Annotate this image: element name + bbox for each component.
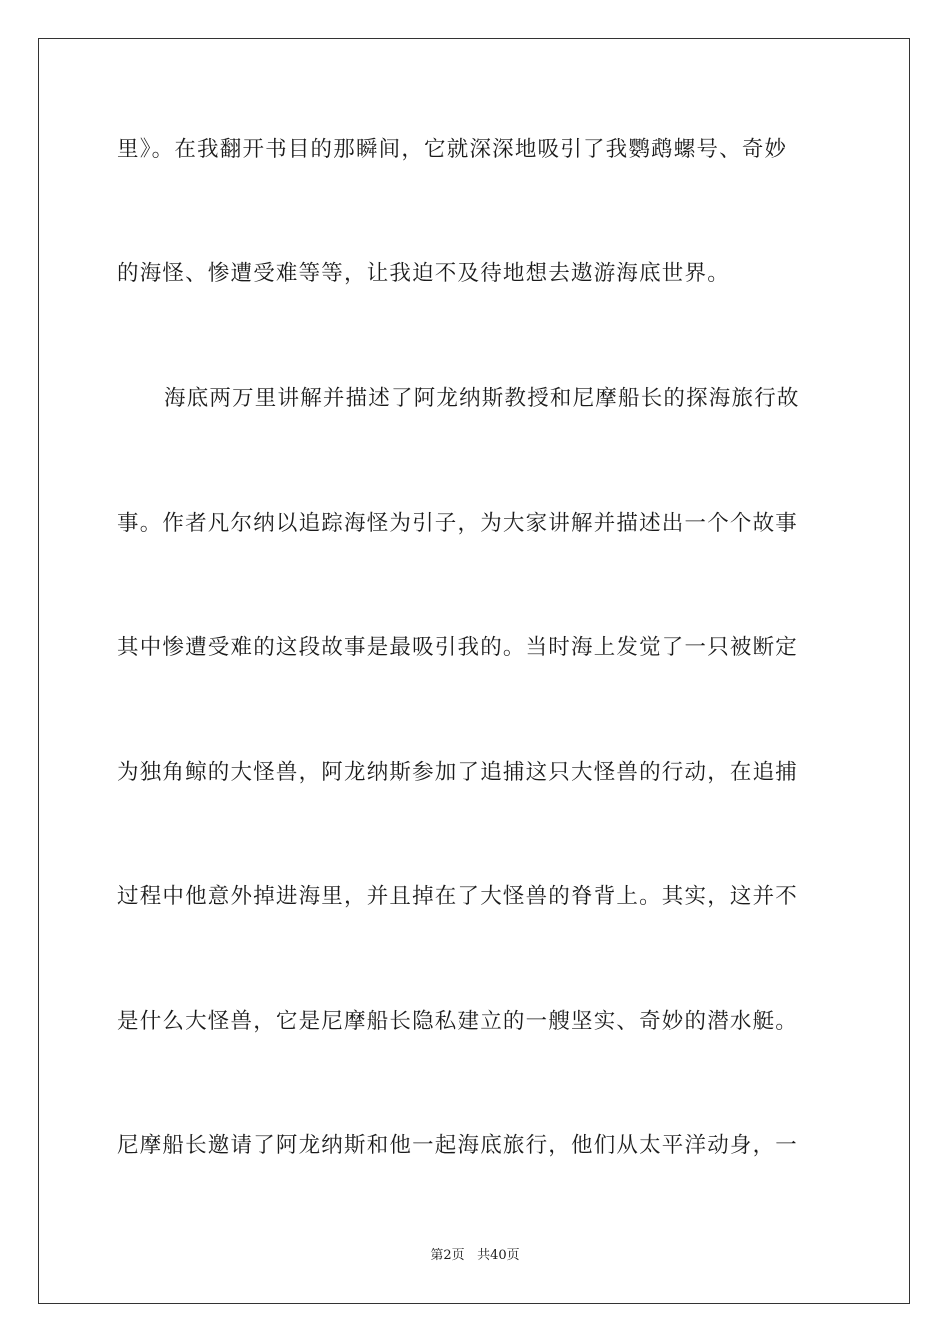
- text-line-4: 事。作者凡尔纳以追踪海怪为引子，为大家讲解并描述出一个个故事: [117, 511, 799, 536]
- text-line-6: 为独角鲸的大怪兽，阿龙纳斯参加了追捕这只大怪兽的行动，在追捕: [117, 760, 799, 785]
- text-line-5: 其中惨遭受难的这段故事是最吸引我的。当时海上发觉了一只被断定: [117, 635, 799, 660]
- text-line-3-paragraph-start: 海底两万里讲解并描述了阿龙纳斯教授和尼摩船长的探海旅行故: [164, 386, 800, 411]
- page-border: [38, 38, 910, 1304]
- text-line-9: 尼摩船长邀请了阿龙纳斯和他一起海底旅行，他们从太平洋动身，一: [117, 1133, 799, 1158]
- text-line-2: 的海怪、惨遭受难等等，让我迫不及待地想去遨游海底世界。: [117, 261, 730, 286]
- text-line-8: 是什么大怪兽，它是尼摩船长隐私建立的一艘坚实、奇妙的潜水艇。: [117, 1009, 799, 1034]
- text-line-1: 里》。在我翻开书目的那瞬间，它就深深地吸引了我鹦鹉螺号、奇妙: [117, 137, 788, 162]
- text-line-7: 过程中他意外掉进海里，并且掉在了大怪兽的脊背上。其实，这并不: [117, 884, 799, 909]
- page-footer: [0, 1247, 950, 1265]
- page-number: 第2页: [430, 1248, 465, 1263]
- page-total: 共40页: [477, 1248, 520, 1263]
